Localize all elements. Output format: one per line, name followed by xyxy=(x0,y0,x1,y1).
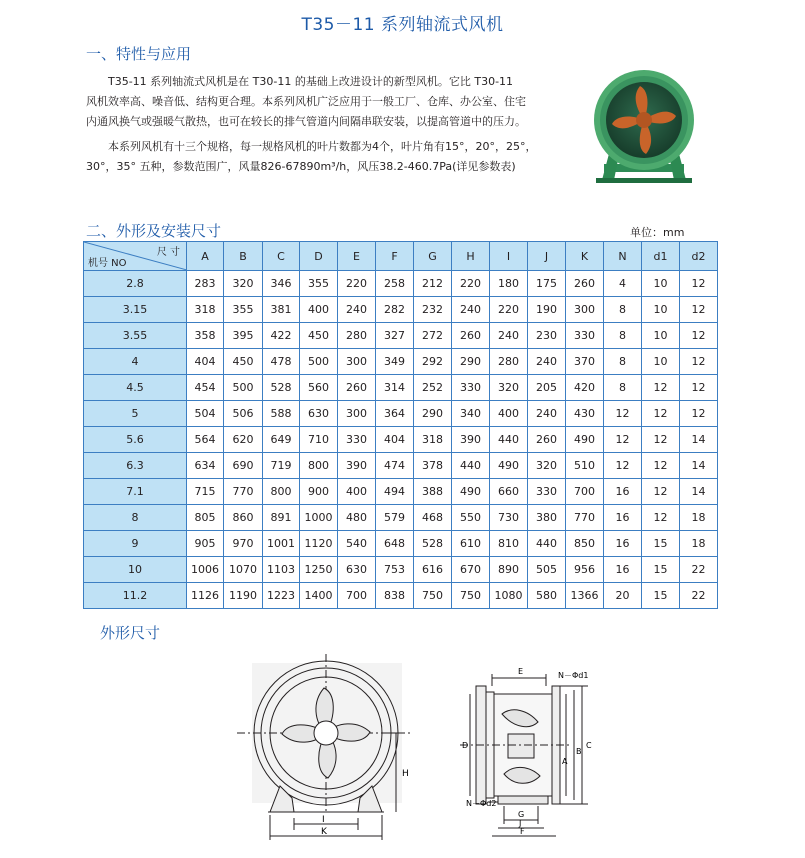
dim-label-D: D xyxy=(462,741,469,750)
section-heading-features: 一、特性与应用 xyxy=(86,45,192,63)
table-cell: 506 xyxy=(224,401,263,427)
table-cell: 318 xyxy=(414,427,452,453)
table-cell: 422 xyxy=(263,323,300,349)
section-heading-dimensions: 二、外形及安装尺寸 xyxy=(86,222,222,240)
table-cell: 220 xyxy=(490,297,528,323)
table-cell: 900 xyxy=(300,479,338,505)
column-header: I xyxy=(490,242,528,271)
front-view-drawing xyxy=(232,652,414,842)
column-header: J xyxy=(528,242,566,271)
dim-label-C: C xyxy=(586,741,592,750)
table-cell: 649 xyxy=(263,427,300,453)
table-cell: 230 xyxy=(528,323,566,349)
table-cell: 280 xyxy=(490,349,528,375)
table-cell: 730 xyxy=(490,505,528,531)
table-cell: 1250 xyxy=(300,557,338,583)
fan-base xyxy=(596,178,692,183)
table-cell: 12 xyxy=(680,349,718,375)
table-cell: 715 xyxy=(187,479,224,505)
table-cell: 10 xyxy=(642,323,680,349)
table-cell: 956 xyxy=(566,557,604,583)
column-header: D xyxy=(300,242,338,271)
table-cell: 15 xyxy=(642,583,680,609)
table-row xyxy=(84,375,718,401)
table-cell: 891 xyxy=(263,505,300,531)
column-header: E xyxy=(338,242,376,271)
table-cell: 12 xyxy=(680,271,718,297)
table-cell: 500 xyxy=(224,375,263,401)
table-cell: 1126 xyxy=(187,583,224,609)
table-cell: 340 xyxy=(452,401,490,427)
table-cell: 240 xyxy=(528,349,566,375)
table-row xyxy=(84,557,718,583)
dim-label-B: B xyxy=(576,747,582,756)
table-cell: 14 xyxy=(680,479,718,505)
table-cell: 10 xyxy=(642,271,680,297)
table-cell: 390 xyxy=(452,427,490,453)
table-cell: 450 xyxy=(224,349,263,375)
table-cell: 1070 xyxy=(224,557,263,583)
table-cell: 440 xyxy=(452,453,490,479)
table-cell: 300 xyxy=(338,349,376,375)
table-cell: 579 xyxy=(376,505,414,531)
table-cell: 12 xyxy=(642,375,680,401)
table-cell: 805 xyxy=(187,505,224,531)
table-cell: 240 xyxy=(528,401,566,427)
table-cell: 16 xyxy=(604,505,642,531)
dim-label-K: K xyxy=(321,827,327,837)
table-cell: 330 xyxy=(452,375,490,401)
table-cell: 260 xyxy=(452,323,490,349)
table-cell: 290 xyxy=(414,401,452,427)
table-row xyxy=(84,401,718,427)
table-corner-cell xyxy=(84,242,187,271)
model-number-cell: 3.15 xyxy=(84,297,187,323)
table-cell: 10 xyxy=(642,297,680,323)
column-header: G xyxy=(414,242,452,271)
table-cell: 272 xyxy=(414,323,452,349)
table-cell: 800 xyxy=(300,453,338,479)
fan-hub xyxy=(636,112,652,128)
table-cell: 15 xyxy=(642,557,680,583)
table-cell: 1001 xyxy=(263,531,300,557)
table-cell: 660 xyxy=(490,479,528,505)
model-number-cell: 6.3 xyxy=(84,453,187,479)
column-header: A xyxy=(187,242,224,271)
table-cell: 1223 xyxy=(263,583,300,609)
table-cell: 400 xyxy=(338,479,376,505)
table-cell: 240 xyxy=(490,323,528,349)
table-cell: 380 xyxy=(528,505,566,531)
table-cell: 494 xyxy=(376,479,414,505)
table-cell: 12 xyxy=(642,427,680,453)
table-cell: 504 xyxy=(187,401,224,427)
table-cell: 8 xyxy=(604,323,642,349)
table-cell: 450 xyxy=(300,323,338,349)
table-cell: 355 xyxy=(300,271,338,297)
table-cell: 14 xyxy=(680,453,718,479)
table-cell: 800 xyxy=(263,479,300,505)
table-cell: 490 xyxy=(490,453,528,479)
table-cell: 560 xyxy=(300,375,338,401)
table-cell: 490 xyxy=(566,427,604,453)
dim-label-I: I xyxy=(322,815,325,825)
table-cell: 346 xyxy=(263,271,300,297)
table-cell: 330 xyxy=(528,479,566,505)
column-header: K xyxy=(566,242,604,271)
table-row xyxy=(84,271,718,297)
table-cell: 12 xyxy=(604,401,642,427)
table-cell: 258 xyxy=(376,271,414,297)
column-header: H xyxy=(452,242,490,271)
corner-label-size: 尺 寸 xyxy=(156,247,180,258)
page-title: T35－11 系列轴流式风机 xyxy=(301,15,504,35)
table-cell: 212 xyxy=(414,271,452,297)
table-cell: 505 xyxy=(528,557,566,583)
axial-fan-photo xyxy=(588,68,700,188)
column-header: d2 xyxy=(680,242,718,271)
table-cell: 454 xyxy=(187,375,224,401)
table-cell: 430 xyxy=(566,401,604,427)
table-cell: 1400 xyxy=(300,583,338,609)
model-number-cell: 10 xyxy=(84,557,187,583)
table-cell: 540 xyxy=(338,531,376,557)
side-motor xyxy=(508,734,534,758)
dim-label-J: J xyxy=(519,819,522,828)
table-cell: 1190 xyxy=(224,583,263,609)
table-cell: 395 xyxy=(224,323,263,349)
table-cell: 750 xyxy=(414,583,452,609)
table-cell: 12 xyxy=(680,297,718,323)
features-paragraph-2 xyxy=(86,137,581,177)
table-cell: 1006 xyxy=(187,557,224,583)
table-cell: 320 xyxy=(490,375,528,401)
unit-label: 单位：mm xyxy=(630,226,685,239)
table-cell: 770 xyxy=(224,479,263,505)
table-cell: 220 xyxy=(338,271,376,297)
table-row xyxy=(84,427,718,453)
dim-label-E: E xyxy=(518,667,524,676)
table-cell: 190 xyxy=(528,297,566,323)
table-cell: 260 xyxy=(338,375,376,401)
model-number-cell: 2.8 xyxy=(84,271,187,297)
table-row xyxy=(84,479,718,505)
table-cell: 480 xyxy=(338,505,376,531)
table-cell: 388 xyxy=(414,479,452,505)
dim-label-H: H xyxy=(402,769,409,779)
model-number-cell: 5 xyxy=(84,401,187,427)
table-cell: 358 xyxy=(187,323,224,349)
table-cell: 175 xyxy=(528,271,566,297)
table-cell: 12 xyxy=(604,427,642,453)
table-row xyxy=(84,583,718,609)
table-cell: 12 xyxy=(642,453,680,479)
table-cell: 500 xyxy=(300,349,338,375)
table-cell: 905 xyxy=(187,531,224,557)
column-header: d1 xyxy=(642,242,680,271)
table-cell: 510 xyxy=(566,453,604,479)
table-cell: 22 xyxy=(680,583,718,609)
table-cell: 890 xyxy=(490,557,528,583)
table-cell: 8 xyxy=(604,297,642,323)
table-cell: 690 xyxy=(224,453,263,479)
table-cell: 18 xyxy=(680,505,718,531)
table-cell: 330 xyxy=(566,323,604,349)
column-header: B xyxy=(224,242,263,271)
table-cell: 478 xyxy=(263,349,300,375)
table-cell: 616 xyxy=(414,557,452,583)
dimension-table xyxy=(83,241,718,609)
table-row xyxy=(84,297,718,323)
table-cell: 630 xyxy=(338,557,376,583)
table-cell: 180 xyxy=(490,271,528,297)
model-number-cell: 11.2 xyxy=(84,583,187,609)
table-cell: 320 xyxy=(224,271,263,297)
table-cell: 860 xyxy=(224,505,263,531)
table-cell: 490 xyxy=(452,479,490,505)
text-line: 本系列风机有十三个规格，每一规格风机的叶片数都为4个，叶片角有15°，20°，25°， xyxy=(108,140,537,153)
table-cell: 314 xyxy=(376,375,414,401)
table-cell: 528 xyxy=(263,375,300,401)
table-cell: 564 xyxy=(187,427,224,453)
section-heading-outline: 外形尺寸 xyxy=(100,624,161,642)
table-cell: 1366 xyxy=(566,583,604,609)
dim-label-F: F xyxy=(520,827,525,836)
table-row xyxy=(84,349,718,375)
table-cell: 4 xyxy=(604,271,642,297)
table-cell: 22 xyxy=(680,557,718,583)
table-cell: 390 xyxy=(338,453,376,479)
text-line: 30°，35° 五种，参数范围广，风量826-67890m³/h，风压38.2-460.7Pa(详见参数表) xyxy=(86,160,516,173)
table-cell: 12 xyxy=(642,505,680,531)
table-cell: 282 xyxy=(376,297,414,323)
table-cell: 349 xyxy=(376,349,414,375)
table-header-row xyxy=(84,242,718,271)
column-header: N xyxy=(604,242,642,271)
table-cell: 355 xyxy=(224,297,263,323)
table-cell: 12 xyxy=(680,375,718,401)
table-cell: 12 xyxy=(680,401,718,427)
table-cell: 580 xyxy=(528,583,566,609)
table-cell: 8 xyxy=(604,349,642,375)
text-line: T35-11 系列轴流式风机是在 T30-11 的基础上改进设计的新型风机。它比 T30-11 xyxy=(108,75,514,88)
table-cell: 404 xyxy=(376,427,414,453)
table-cell: 252 xyxy=(414,375,452,401)
table-cell: 10 xyxy=(642,349,680,375)
table-cell: 260 xyxy=(528,427,566,453)
side-base xyxy=(498,796,548,804)
table-cell: 753 xyxy=(376,557,414,583)
table-cell: 710 xyxy=(300,427,338,453)
table-cell: 16 xyxy=(604,557,642,583)
table-cell: 670 xyxy=(452,557,490,583)
table-cell: 610 xyxy=(452,531,490,557)
table-cell: 474 xyxy=(376,453,414,479)
model-number-cell: 9 xyxy=(84,531,187,557)
table-cell: 630 xyxy=(300,401,338,427)
model-number-cell: 3.55 xyxy=(84,323,187,349)
table-cell: 719 xyxy=(263,453,300,479)
table-cell: 1103 xyxy=(263,557,300,583)
side-view-drawing xyxy=(458,664,618,844)
table-cell: 381 xyxy=(263,297,300,323)
table-cell: 1080 xyxy=(490,583,528,609)
table-cell: 440 xyxy=(528,531,566,557)
table-cell: 970 xyxy=(224,531,263,557)
table-cell: 528 xyxy=(414,531,452,557)
table-cell: 770 xyxy=(566,505,604,531)
table-cell: 8 xyxy=(604,375,642,401)
table-cell: 810 xyxy=(490,531,528,557)
dim-label-N-d2: N－Φd2 xyxy=(466,799,497,808)
table-row xyxy=(84,323,718,349)
table-cell: 700 xyxy=(338,583,376,609)
table-cell: 12 xyxy=(680,323,718,349)
table-row xyxy=(84,453,718,479)
text-line: 风机效率高、噪音低、结构更合理。本系列风机广泛应用于一般工厂、仓库、办公室、住宅 xyxy=(86,95,526,108)
table-cell: 16 xyxy=(604,531,642,557)
table-cell: 232 xyxy=(414,297,452,323)
table-cell: 15 xyxy=(642,531,680,557)
table-cell: 400 xyxy=(490,401,528,427)
table-row xyxy=(84,531,718,557)
table-cell: 318 xyxy=(187,297,224,323)
text-line: 内通风换气或强暖气散热，也可在较长的排气管道内间隔串联安装，以提高管道中的压力。 xyxy=(86,115,526,128)
table-row xyxy=(84,505,718,531)
table-cell: 440 xyxy=(490,427,528,453)
table-cell: 620 xyxy=(224,427,263,453)
table-cell: 260 xyxy=(566,271,604,297)
table-cell: 283 xyxy=(187,271,224,297)
table-cell: 700 xyxy=(566,479,604,505)
model-number-cell: 5.6 xyxy=(84,427,187,453)
hub xyxy=(314,721,338,745)
table-cell: 300 xyxy=(338,401,376,427)
table-cell: 404 xyxy=(187,349,224,375)
corner-label-model: 机号 NO xyxy=(88,258,127,269)
model-number-cell: 8 xyxy=(84,505,187,531)
table-cell: 588 xyxy=(263,401,300,427)
model-number-cell: 4 xyxy=(84,349,187,375)
table-cell: 1000 xyxy=(300,505,338,531)
table-cell: 290 xyxy=(452,349,490,375)
dim-label-N-d1: N－Φd1 xyxy=(558,671,589,680)
table-cell: 240 xyxy=(452,297,490,323)
dim-label-A: A xyxy=(562,757,568,766)
table-cell: 364 xyxy=(376,401,414,427)
table-cell: 220 xyxy=(452,271,490,297)
features-paragraph-1 xyxy=(86,72,581,132)
table-cell: 300 xyxy=(566,297,604,323)
table-cell: 550 xyxy=(452,505,490,531)
column-header: C xyxy=(263,242,300,271)
table-cell: 205 xyxy=(528,375,566,401)
table-cell: 370 xyxy=(566,349,604,375)
table-cell: 378 xyxy=(414,453,452,479)
table-cell: 292 xyxy=(414,349,452,375)
model-number-cell: 7.1 xyxy=(84,479,187,505)
table-cell: 320 xyxy=(528,453,566,479)
table-cell: 18 xyxy=(680,531,718,557)
table-cell: 750 xyxy=(452,583,490,609)
table-cell: 12 xyxy=(604,453,642,479)
table-cell: 648 xyxy=(376,531,414,557)
table-cell: 634 xyxy=(187,453,224,479)
table-cell: 330 xyxy=(338,427,376,453)
table-cell: 280 xyxy=(338,323,376,349)
table-cell: 468 xyxy=(414,505,452,531)
table-cell: 240 xyxy=(338,297,376,323)
table-cell: 850 xyxy=(566,531,604,557)
dim-label-G: G xyxy=(518,810,525,819)
column-header: F xyxy=(376,242,414,271)
table-cell: 20 xyxy=(604,583,642,609)
table-cell: 16 xyxy=(604,479,642,505)
table-cell: 838 xyxy=(376,583,414,609)
table-cell: 327 xyxy=(376,323,414,349)
table-cell: 420 xyxy=(566,375,604,401)
table-cell: 400 xyxy=(300,297,338,323)
table-cell: 12 xyxy=(642,479,680,505)
table-cell: 1120 xyxy=(300,531,338,557)
model-number-cell: 4.5 xyxy=(84,375,187,401)
table-cell: 12 xyxy=(642,401,680,427)
table-cell: 14 xyxy=(680,427,718,453)
